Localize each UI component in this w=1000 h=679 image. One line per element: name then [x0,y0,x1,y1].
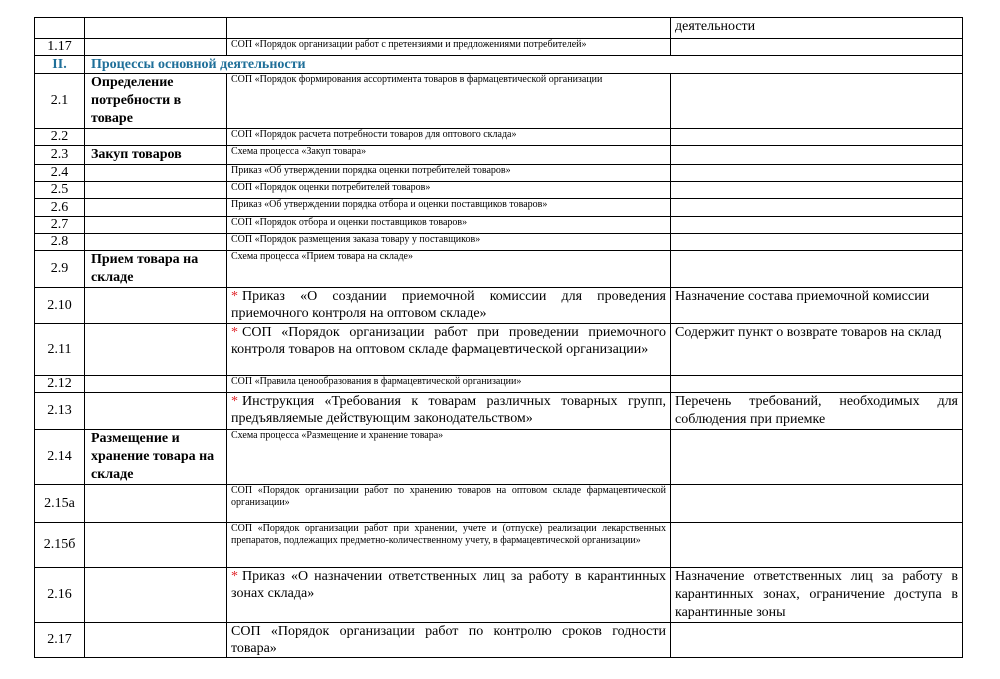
table-row [35,623,963,658]
required-marker: * [231,289,238,304]
table-row [35,39,963,56]
process-cell [85,324,227,376]
document-cell: СОП «Порядок отбора и оценки поставщиков товаров» [227,217,671,234]
row-number: 2.13 [35,393,85,430]
note-cell [671,376,963,393]
document-cell: СОП «Порядок организации работ с претензиями и предложениями потребителей» [227,39,671,56]
process-cell: Закуп товаров [85,146,227,165]
process-cell [85,568,227,623]
process-cell [85,217,227,234]
document-cell: Схема процесса «Размещение и хранение товара» [227,430,671,485]
process-cell [85,523,227,568]
row-number: 2.5 [35,182,85,199]
row-number [35,18,85,39]
note-cell: Назначение ответственных лиц за работу в карантинных зонах, ограничение доступа в карантинные зоны [671,568,963,623]
document-cell: Схема процесса «Прием товара на складе» [227,251,671,288]
document-text: Приказ «О назначении ответственных лиц за работу в карантинных зонах склада» [231,569,666,601]
row-number: 2.15а [35,485,85,523]
note-cell [671,182,963,199]
document-cell [227,568,671,623]
document-cell: СОП «Правила ценообразования в фармацевтической организации» [227,376,671,393]
note-cell [671,217,963,234]
table-row [35,523,963,568]
document-text: СОП «Порядок организации работ при проведении приемочного контроля товаров на оптовом складе фармацевтической организации» [231,325,666,357]
process-cell [85,165,227,182]
process-cell [85,234,227,251]
row-number: 2.3 [35,146,85,165]
note-cell: Назначение состава приемочной комиссии [671,288,963,324]
row-number: 2.16 [35,568,85,623]
note-cell [671,485,963,523]
row-number: 1.17 [35,39,85,56]
note-cell [671,430,963,485]
process-cell: Прием товара на складе [85,251,227,288]
note-cell [671,129,963,146]
note-cell [671,623,963,658]
row-number: 2.11 [35,324,85,376]
table-row [35,74,963,129]
process-cell [85,485,227,523]
document-cell [227,18,671,39]
document-cell: СОП «Порядок организации работ по хранению товаров на оптовом складе фармацевтической организации» [227,485,671,523]
process-cell [85,199,227,217]
document-cell [227,324,671,376]
table-row [35,251,963,288]
document-cell: СОП «Порядок расчета потребности товаров для оптового склада» [227,129,671,146]
section-title: Процессы основной деятельности [85,56,963,74]
table-row [35,217,963,234]
document-cell [227,288,671,324]
table-row [35,18,963,39]
row-number: 2.17 [35,623,85,658]
process-cell: Определение потребности в товаре [85,74,227,129]
document-cell: Приказ «Об утверждении порядка оценки потребителей товаров» [227,165,671,182]
table-row [35,129,963,146]
note-cell [671,234,963,251]
row-number: 2.9 [35,251,85,288]
note-cell [671,199,963,217]
row-number: 2.8 [35,234,85,251]
document-text: Приказ «О создании приемочной комиссии для проведения приемочного контроля на оптовом складе» [231,289,666,321]
document-cell: СОП «Порядок размещения заказа товару у поставщиков» [227,234,671,251]
document-page [34,17,962,658]
sop-table [34,17,963,658]
process-cell [85,393,227,430]
document-cell: СОП «Порядок организации работ при хранении, учете и (отпуске) реализации лекарственных препаратов, подлежащих предметно-количественному учету, в фармацевтической организации» [227,523,671,568]
process-cell [85,623,227,658]
table-row [35,376,963,393]
document-cell [227,393,671,430]
table-row [35,324,963,376]
row-number: 2.7 [35,217,85,234]
row-number: 2.2 [35,129,85,146]
table-row [35,182,963,199]
table-row [35,568,963,623]
table-row [35,485,963,523]
row-number: 2.1 [35,74,85,129]
table-row [35,288,963,324]
note-cell [671,146,963,165]
note-cell: Содержит пункт о возврате товаров на склад [671,324,963,376]
process-cell [85,18,227,39]
table-row [35,234,963,251]
document-cell: СОП «Порядок оценки потребителей товаров» [227,182,671,199]
section-row [35,56,963,74]
table-row [35,165,963,182]
table-row [35,146,963,165]
process-cell [85,129,227,146]
note-cell [671,39,963,56]
table-row [35,199,963,217]
note-cell: Перечень требований, необходимых для соблюдения при приемке [671,393,963,430]
process-cell [85,288,227,324]
note-cell [671,251,963,288]
document-cell: СОП «Порядок формирования ассортимента товаров в фармацевтической организации [227,74,671,129]
process-cell [85,182,227,199]
note-cell: деятельности [671,18,963,39]
required-marker: * [231,569,238,584]
row-number: 2.14 [35,430,85,485]
required-marker: * [231,325,238,340]
process-cell: Размещение и хранение товара на складе [85,430,227,485]
required-marker: * [231,394,238,409]
section-number: II. [35,56,85,74]
note-cell [671,74,963,129]
note-cell [671,165,963,182]
table-row [35,393,963,430]
row-number: 2.6 [35,199,85,217]
row-number: 2.15б [35,523,85,568]
document-cell: Схема процесса «Закуп товара» [227,146,671,165]
table-row [35,430,963,485]
process-cell [85,376,227,393]
document-text: Инструкция «Требования к товарам различных товарных групп, предъявляемые действующим законодательством» [231,394,666,426]
process-cell [85,39,227,56]
document-cell: СОП «Порядок организации работ по контролю сроков годности товара» [227,623,671,658]
document-cell: Приказ «Об утверждении порядка отбора и оценки поставщиков товаров» [227,199,671,217]
row-number: 2.12 [35,376,85,393]
row-number: 2.4 [35,165,85,182]
note-cell [671,523,963,568]
row-number: 2.10 [35,288,85,324]
